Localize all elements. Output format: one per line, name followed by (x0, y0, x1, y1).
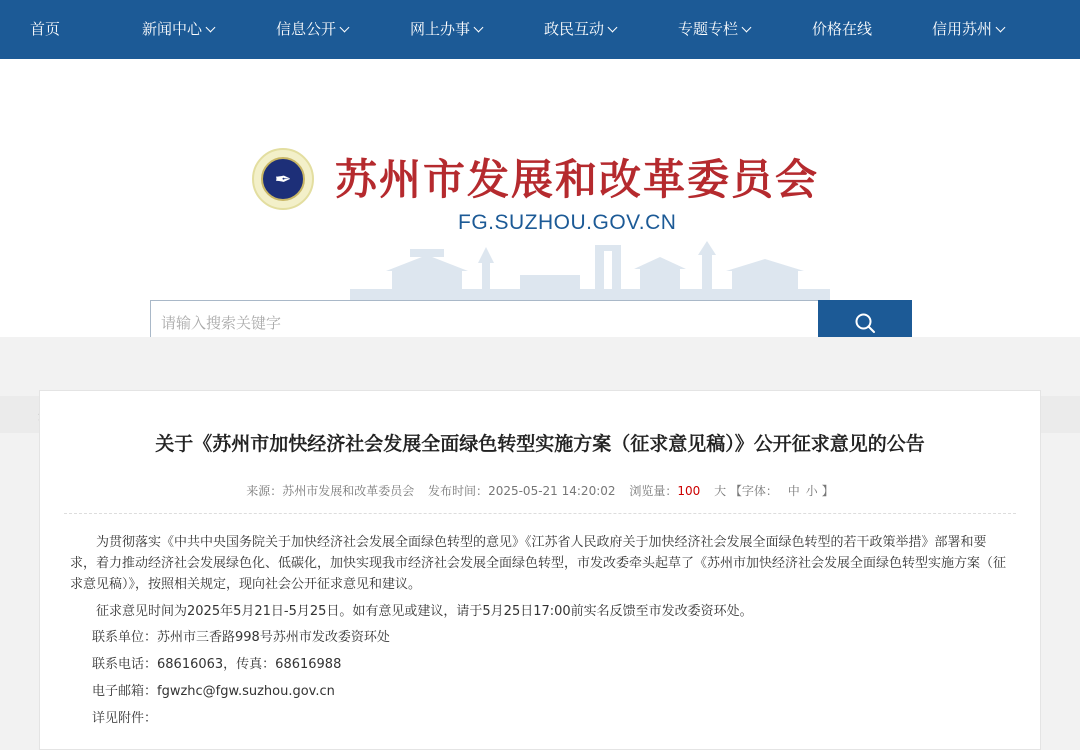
article-meta (40, 482, 1040, 499)
nav-item-label: 专题专栏 (678, 20, 739, 38)
search-bar (150, 300, 912, 337)
nav-item-info-disclosure[interactable] (276, 0, 410, 59)
nav-item-label: 政民互动 (544, 20, 605, 38)
font-size-medium-button[interactable]: 中 (787, 484, 800, 498)
font-size-small-button[interactable]: 小 (805, 484, 818, 498)
chevron-down-icon (742, 22, 752, 32)
nav-item-online-services[interactable] (410, 0, 544, 59)
font-size-controls (714, 484, 834, 498)
nav-item-label: 首页 (30, 20, 61, 38)
article-panel (39, 390, 1041, 750)
meta-time-label: 发布时间： (428, 484, 489, 498)
search-button[interactable] (818, 300, 912, 337)
search-input[interactable] (150, 300, 818, 337)
chevron-down-icon (608, 22, 618, 32)
quill-pen-icon: ✒ (261, 157, 305, 201)
attachment-label: 详见附件： (92, 711, 158, 726)
meta-views (629, 484, 700, 498)
font-size-bracket: 】 (821, 484, 834, 498)
chevron-down-icon (474, 22, 484, 32)
meta-time-value: 2025-05-21 14:20:02 (488, 484, 616, 498)
nav-item-label: 信用苏州 (932, 20, 993, 38)
chevron-down-icon (340, 22, 350, 32)
site-logo-emblem[interactable] (252, 148, 314, 210)
nav-item-label: 信息公开 (276, 20, 337, 38)
article-title: 关于《苏州市加快经济社会发展全面绿色转型实施方案（征求意见稿）》公开征求意见的公告 (155, 433, 925, 455)
chevron-down-icon (206, 22, 216, 32)
nav-item-label: 新闻中心 (142, 20, 203, 38)
meta-views-count: 100 (677, 484, 701, 498)
contact-email[interactable]: 电子邮箱：fgwzhc@fgw.suzhou.gov.cn (92, 684, 335, 699)
meta-views-label: 浏览量： (629, 484, 678, 498)
meta-time (428, 484, 615, 498)
site-title[interactable]: 苏州市发展和改革委员会 (335, 155, 820, 204)
article-paragraph: 征求意见时间为2025年5月21日-5月25日。如有意见或建议，请于5月25日17:00前实名反馈至市发改委资环处。 (96, 604, 753, 619)
nav-item-interaction[interactable] (544, 0, 678, 59)
nav-item-home[interactable] (30, 0, 142, 59)
font-size-large-button[interactable]: 大 【字体： (714, 484, 778, 498)
nav-item-credit-suzhou[interactable] (932, 0, 1052, 59)
article-paragraph: 为贯彻落实《中共中央国务院关于加快经济社会发展全面绿色转型的意见》《江苏省人民政府关于加快经济社会发展全面绿色转型的若干政策举措》部署和要求，着力推动经济社会发展绿色化、低碳化，加快实现我市经济社会发展全面绿色转型，市发改委牵头起草了《苏州市加快经济社会发展全面绿色转型实施方案（征求意见稿）》，按照相关规定，现向社会公开征求意见和建议。 (70, 535, 1007, 592)
city-skyline-illustration (350, 241, 830, 303)
site-domain: FG.SUZHOU.GOV.CN (458, 211, 677, 234)
top-navigation (0, 0, 1080, 59)
nav-item-label: 网上办事 (410, 20, 471, 38)
meta-source-value: 苏州市发展和改革委员会 (282, 484, 415, 498)
nav-item-label: 价格在线 (812, 20, 873, 38)
nav-item-news[interactable] (142, 0, 276, 59)
site-header (0, 59, 1080, 337)
nav-item-special-topics[interactable] (678, 0, 812, 59)
meta-source-label: 来源： (246, 484, 283, 498)
article-body (40, 514, 1040, 732)
nav-item-prices-online[interactable] (812, 0, 932, 59)
contact-unit: 联系单位：苏州市三香路998号苏州市发改委资环处 (92, 630, 390, 645)
contact-phone: 联系电话：68616063，传真：68616988 (92, 657, 342, 672)
chevron-down-icon (996, 22, 1006, 32)
search-icon (854, 312, 876, 334)
meta-source (246, 484, 414, 498)
